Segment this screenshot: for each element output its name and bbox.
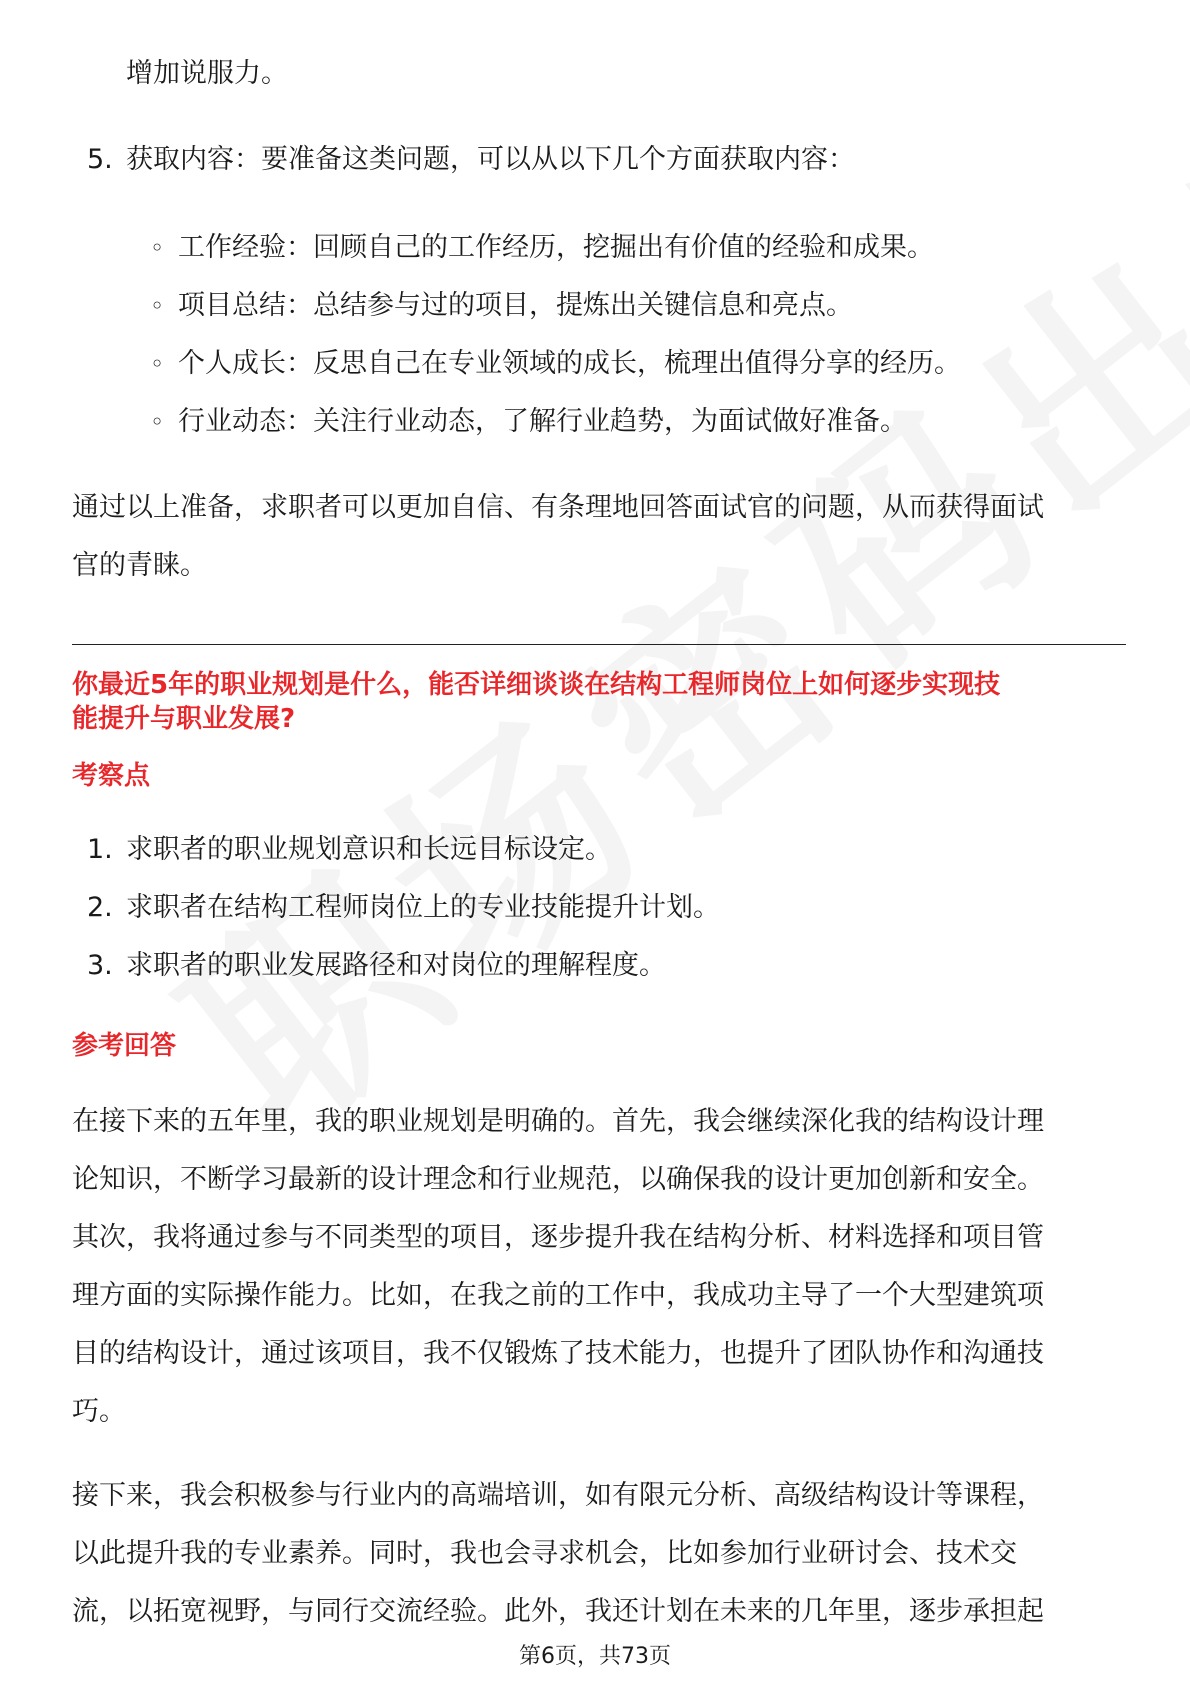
paragraph-line: 巧。 <box>72 1396 126 1427</box>
paragraph-line: 理方面的实际操作能力。比如，在我之前的工作中，我成功主导了一个大型建筑项 <box>72 1280 1044 1311</box>
paragraph-line: 论知识，不断学习最新的设计理念和行业规范，以确保我的设计更加创新和安全。 <box>72 1164 1044 1195</box>
answer-heading: 参考回答 <box>72 1031 177 1061</box>
page-number-footer: 第6页，共73页 <box>519 1644 671 1669</box>
bullet-text: 工作经验：回顾自己的工作经历，挖掘出有价值的经验和成果。 <box>178 232 934 263</box>
list-number: 2. <box>87 892 113 923</box>
list-number: 1. <box>87 834 113 865</box>
paragraph-line: 在接下来的五年里，我的职业规划是明确的。首先，我会继续深化我的结构设计理 <box>72 1106 1044 1137</box>
intro-tail: 增加说服力。 <box>126 58 288 89</box>
paragraph-line: 其次，我将通过参与不同类型的项目，逐步提升我在结构分析、材料选择和项目管 <box>72 1222 1044 1253</box>
question-line: 你最近5年的职业规划是什么，能否详细谈谈在结构工程师岗位上如何逐步实现技 <box>72 670 1001 700</box>
bullet-circle-icon: ◦ <box>150 408 165 436</box>
paragraph-line: 通过以上准备，求职者可以更加自信、有条理地回答面试官的问题，从而获得面试 <box>72 492 1044 523</box>
list-text: 求职者的职业发展路径和对岗位的理解程度。 <box>126 950 666 981</box>
bullet-circle-icon: ◦ <box>150 234 165 262</box>
bullet-circle-icon: ◦ <box>150 292 165 320</box>
bullet-circle-icon: ◦ <box>150 350 165 378</box>
paragraph-line: 流，以拓宽视野，与同行交流经验。此外，我还计划在未来的几年里，逐步承担起 <box>72 1596 1044 1627</box>
question-line: 能提升与职业发展? <box>72 704 296 734</box>
list-text: 求职者的职业规划意识和长远目标设定。 <box>126 834 612 865</box>
bullet-text: 行业动态：关注行业动态，了解行业趋势，为面试做好准备。 <box>178 406 907 437</box>
bullet-text: 个人成长：反思自己在专业领域的成长，梳理出值得分享的经历。 <box>178 348 961 379</box>
paragraph-line: 接下来，我会积极参与行业内的高端培训，如有限元分析、高级结构设计等课程， <box>72 1480 1044 1511</box>
list-text: 求职者在结构工程师岗位上的专业技能提升计划。 <box>126 892 720 923</box>
list-number: 5. <box>87 144 113 175</box>
exam-points-heading: 考察点 <box>72 761 151 791</box>
list-number: 3. <box>87 950 113 981</box>
bullet-text: 项目总结：总结参与过的项目，提炼出关键信息和亮点。 <box>178 290 853 321</box>
paragraph-line: 官的青睐。 <box>72 550 207 581</box>
section-divider <box>72 644 1126 645</box>
paragraph-line: 目的结构设计，通过该项目，我不仅锻炼了技术能力，也提升了团队协作和沟通技 <box>72 1338 1044 1369</box>
list-text: 获取内容：要准备这类问题，可以从以下几个方面获取内容： <box>126 144 855 175</box>
paragraph-line: 以此提升我的专业素养。同时，我也会寻求机会，比如参加行业研讨会、技术交 <box>72 1538 1017 1569</box>
